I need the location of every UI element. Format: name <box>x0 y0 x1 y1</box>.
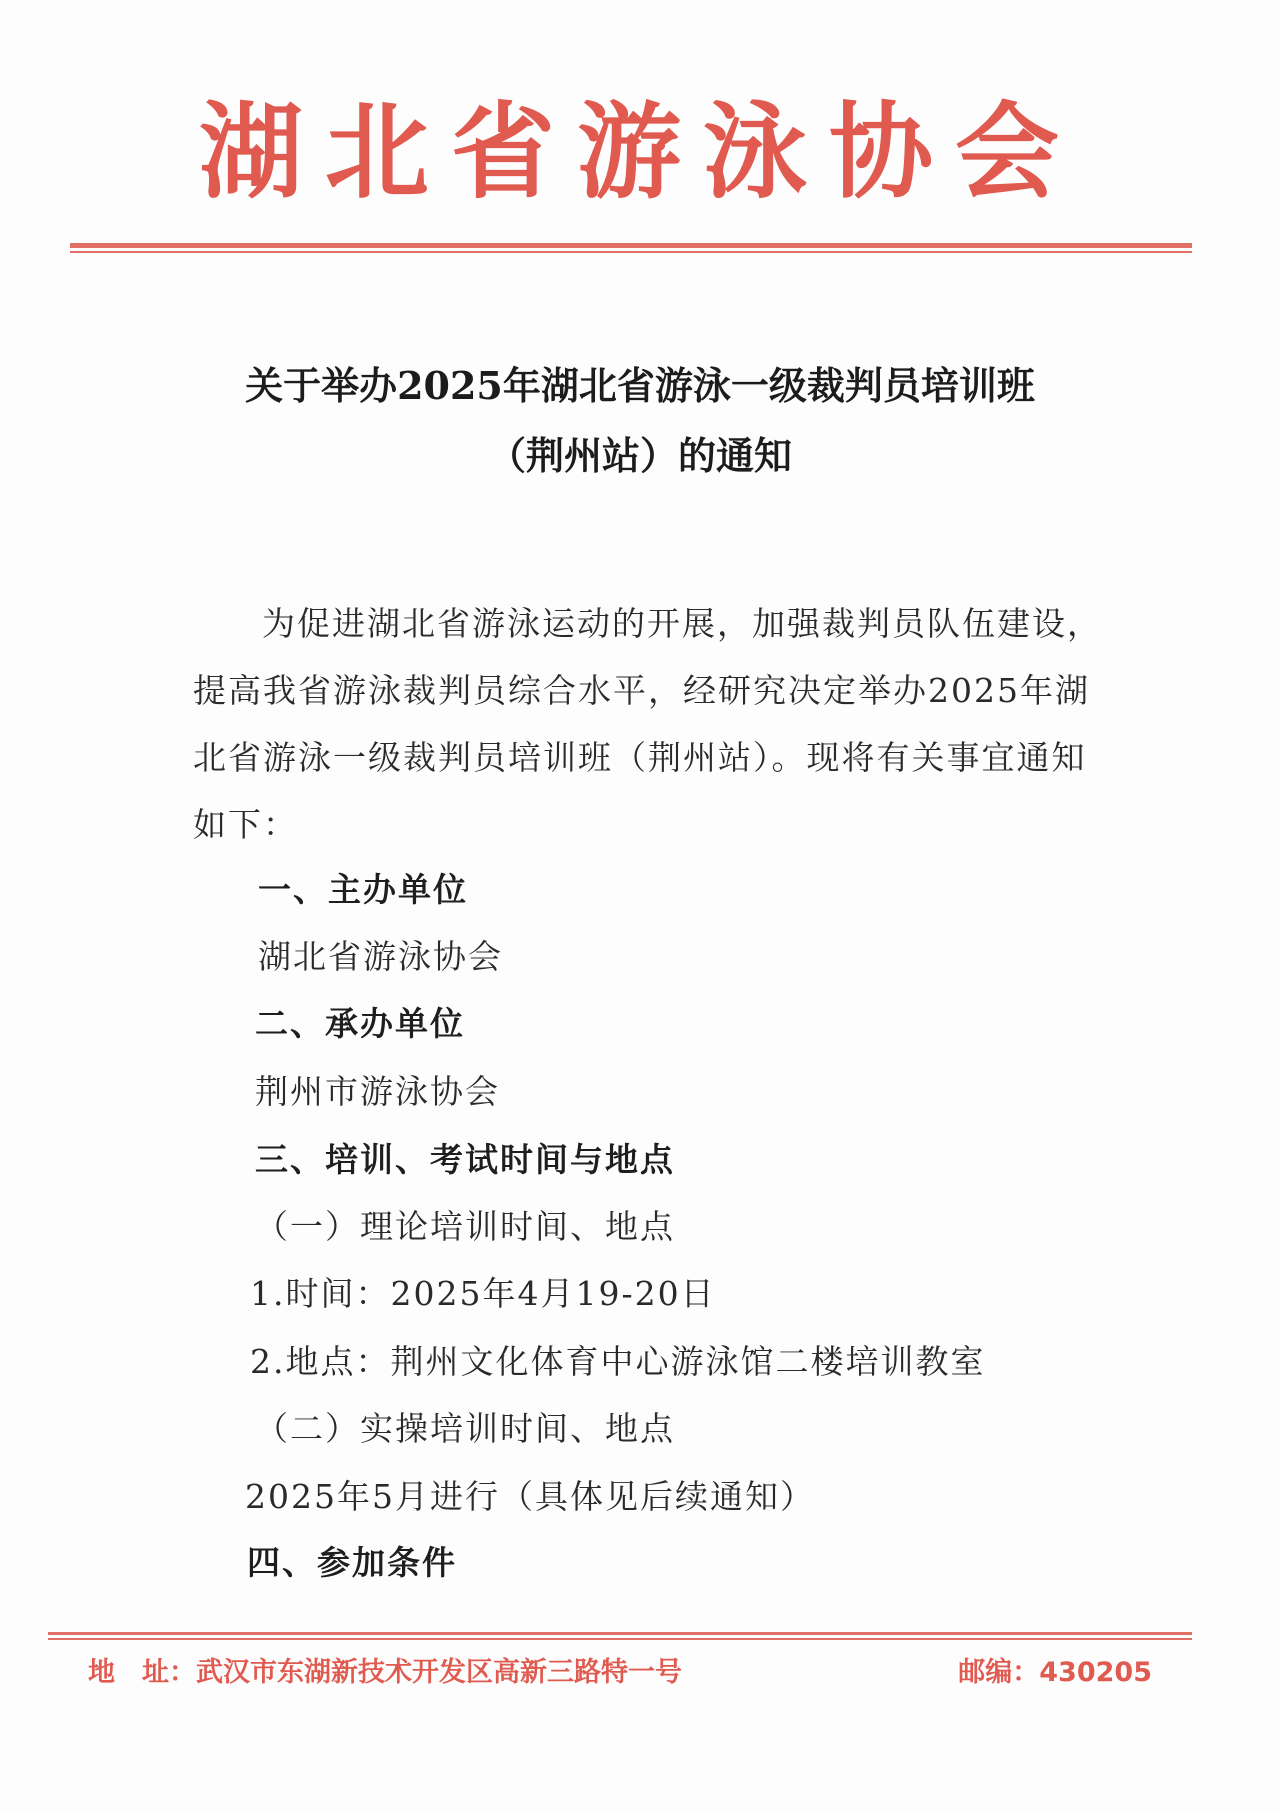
intro-line-3: 北省游泳一级裁判员培训班（荆州站）。现将有关事宜通知 <box>193 738 1087 777</box>
practical-time: 2025年5月进行（具体见后续通知） <box>245 1477 815 1516</box>
subheading-theory-training: （一）理论培训时间、地点 <box>255 1207 675 1246</box>
section-heading-eligibility: 四、参加条件 <box>247 1543 457 1582</box>
document-title-line1: 关于举办2025年湖北省游泳一级裁判员培训班 <box>245 363 1035 408</box>
subheading-practical-training: （二）实操培训时间、地点 <box>255 1409 675 1448</box>
footer-rule-thick <box>48 1632 1192 1635</box>
footer-postcode: 邮编：430205 <box>958 1657 1152 1688</box>
intro-line-2: 提高我省游泳裁判员综合水平，经研究决定举办2025年湖 <box>193 671 1090 710</box>
section-heading-co-organizer: 二、承办单位 <box>255 1004 465 1043</box>
document-title-line2: （荆州站）的通知 <box>487 433 792 478</box>
theory-time: 1.时间：2025年4月19-20日 <box>250 1274 716 1313</box>
section-text-organizer: 湖北省游泳协会 <box>258 937 503 976</box>
intro-line-1: 为促进湖北省游泳运动的开展，加强裁判员队伍建设， <box>262 604 1102 643</box>
intro-line-4: 如下： <box>193 805 298 844</box>
section-heading-organizer: 一、主办单位 <box>258 870 468 909</box>
section-heading-schedule: 三、培训、考试时间与地点 <box>255 1140 675 1179</box>
letterhead-rule-thin <box>70 251 1192 253</box>
letterhead-rule-thick <box>70 243 1192 248</box>
footer-address: 地 址：武汉市东湖新技术开发区高新三路特一号 <box>88 1657 682 1688</box>
letterhead-title: 湖北省游泳协会 <box>198 91 1081 213</box>
section-text-co-organizer: 荆州市游泳协会 <box>255 1072 500 1111</box>
theory-place: 2.地点：荆州文化体育中心游泳馆二楼培训教室 <box>250 1342 986 1381</box>
footer-rule-thin <box>48 1638 1192 1640</box>
